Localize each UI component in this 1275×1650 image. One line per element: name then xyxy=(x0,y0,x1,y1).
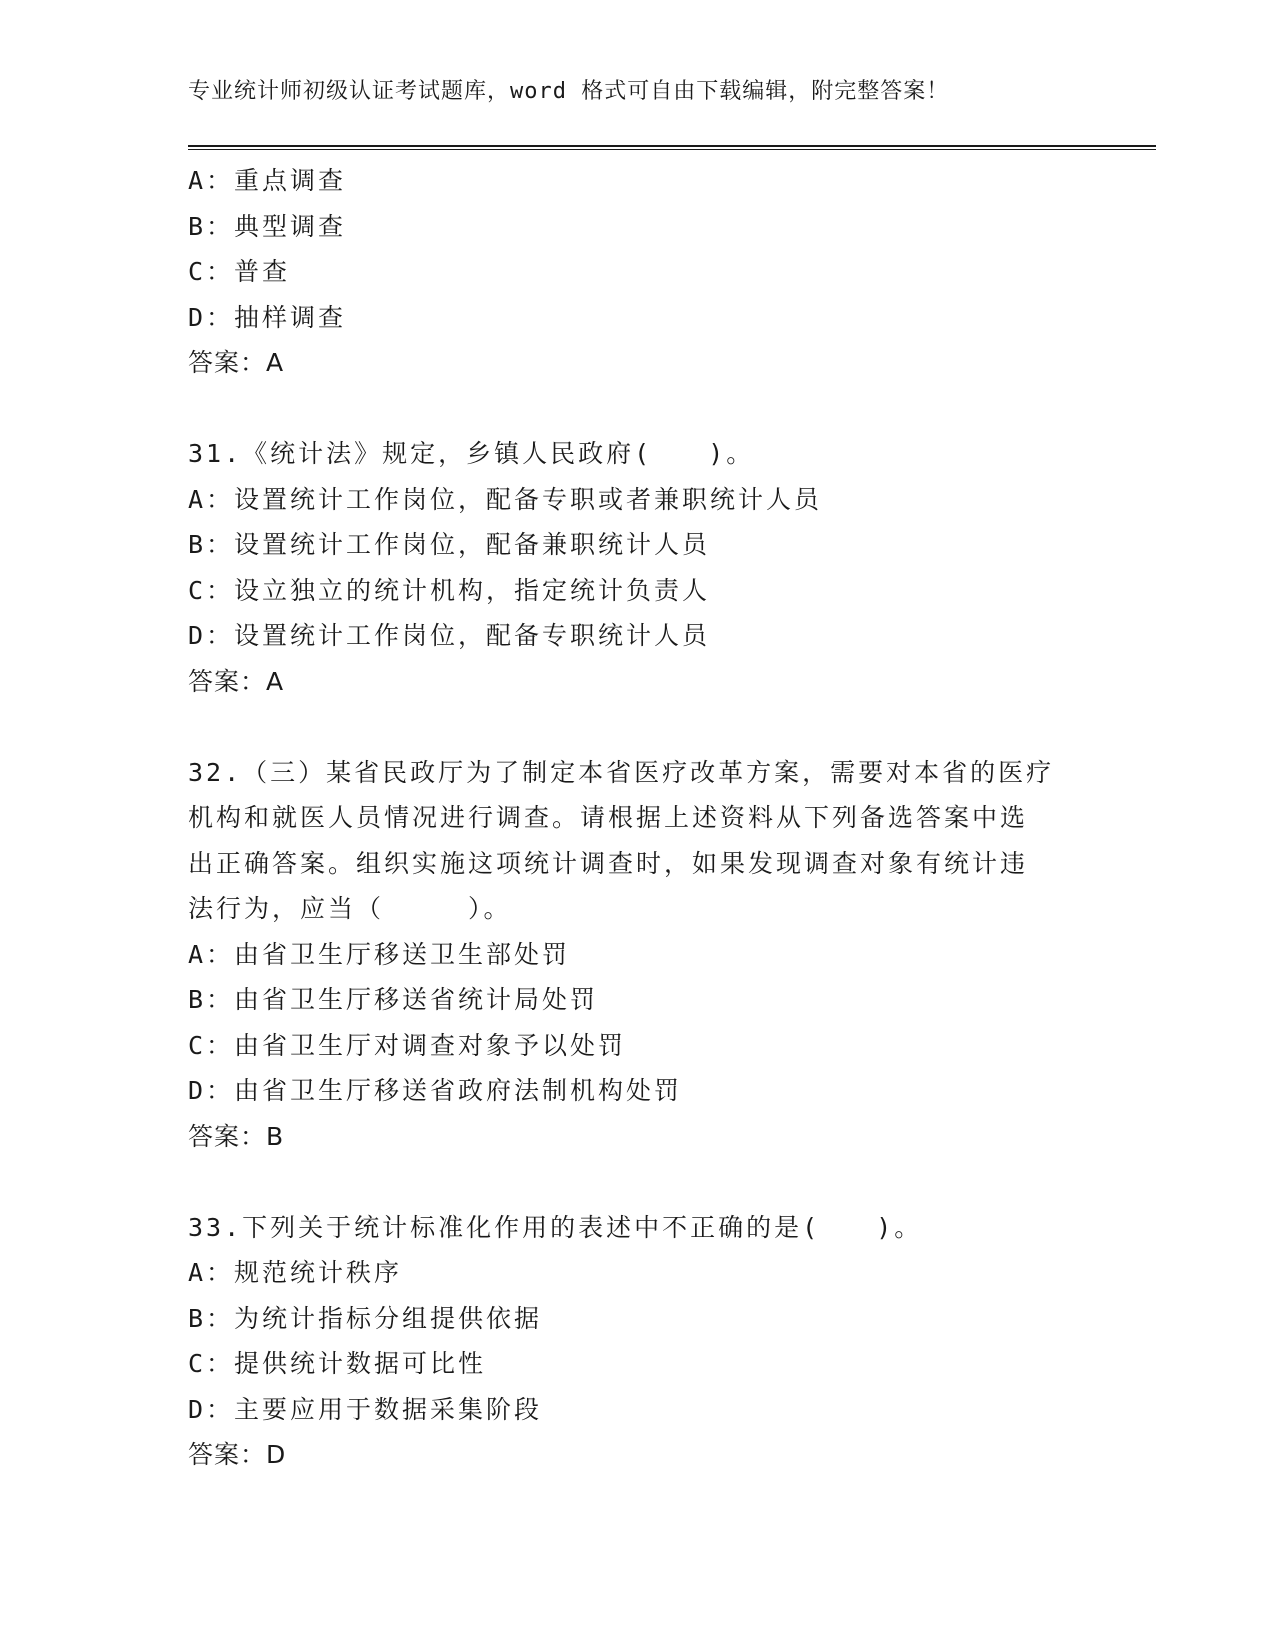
question-block xyxy=(188,158,1088,386)
answer-line: 答案：B xyxy=(188,1121,285,1151)
question-stem: 33.下列关于统计标准化作用的表述中不正确的是( )。 xyxy=(188,1212,923,1242)
question-stem-line: 机构和就医人员情况进行调查。请根据上述资料从下列备选答案中选 xyxy=(188,803,1029,832)
question-list xyxy=(188,158,1088,1478)
spacer xyxy=(188,386,1088,432)
question-stem-line: 法行为，应当（ ）。 xyxy=(188,894,512,923)
option-a: A：由省卫生厅移送卫生部处罚 xyxy=(188,939,571,969)
page-header: 专业统计师初级认证考试题库，word 格式可自由下载编辑，附完整答案！ xyxy=(188,79,950,104)
question-block xyxy=(188,431,1088,704)
option-d: D：主要应用于数据采集阶段 xyxy=(188,1394,543,1424)
question-block xyxy=(188,750,1088,1160)
option-a: A：规范统计秩序 xyxy=(188,1258,403,1287)
option-c: C：普查 xyxy=(188,257,291,286)
spacer xyxy=(188,1159,1088,1205)
answer-line: 答案：A xyxy=(188,348,285,377)
answer-line: 答案：A xyxy=(188,666,285,696)
option-a: A：设置统计工作岗位，配备专职或者兼职统计人员 xyxy=(188,484,823,514)
question-stem-line: 出正确答案。组织实施这项统计调查时，如果发现调查对象有统计违 xyxy=(188,848,1029,878)
option-c: C：提供统计数据可比性 xyxy=(188,1349,487,1378)
option-d: D：由省卫生厅移送省政府法制机构处罚 xyxy=(188,1076,683,1105)
option-c: C：由省卫生厅对调查对象予以处罚 xyxy=(188,1030,627,1060)
option-d: D：抽样调查 xyxy=(188,302,347,332)
question-block xyxy=(188,1205,1088,1478)
answer-line: 答案：D xyxy=(188,1440,287,1469)
header-divider xyxy=(188,145,1156,150)
option-b: B：为统计指标分组提供依据 xyxy=(188,1303,543,1333)
option-a: A：重点调查 xyxy=(188,166,347,195)
question-stem: 31.《统计法》规定，乡镇人民政府( )。 xyxy=(188,439,755,468)
option-b: B：典型调查 xyxy=(188,211,347,241)
spacer xyxy=(188,704,1088,750)
option-b: B：由省卫生厅移送省统计局处罚 xyxy=(188,985,599,1014)
option-d: D：设置统计工作岗位，配备专职统计人员 xyxy=(188,621,711,650)
option-b: B：设置统计工作岗位，配备兼职统计人员 xyxy=(188,530,711,559)
question-stem-line: 32.（三）某省民政厅为了制定本省医疗改革方案，需要对本省的医疗 xyxy=(188,757,1055,787)
option-c: C：设立独立的统计机构，指定统计负责人 xyxy=(188,575,711,605)
